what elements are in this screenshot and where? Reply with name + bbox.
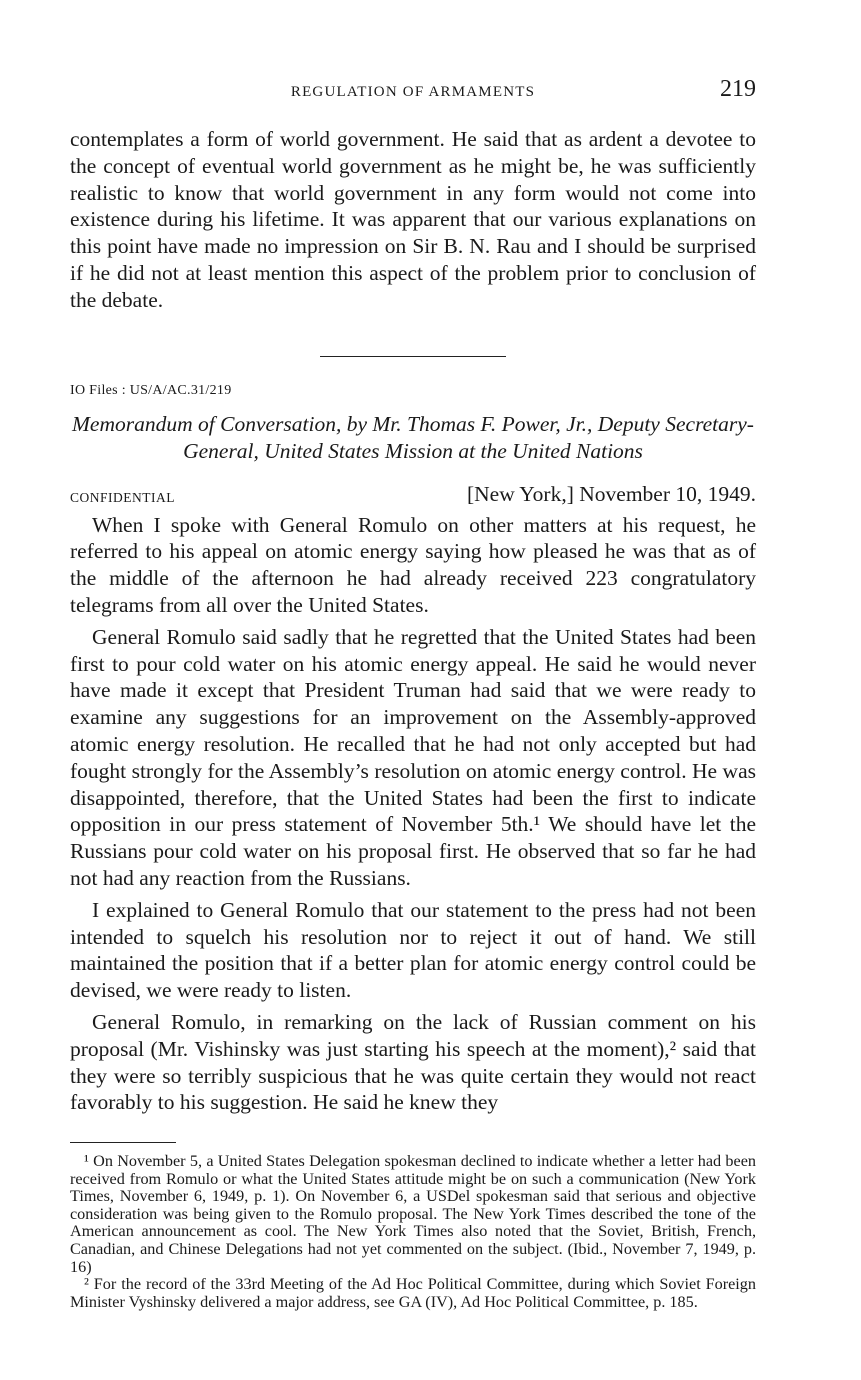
memo-paragraph: General Romulo said sadly that he regretted that the United States had been first to pour cold water on his atomic energy appeal. He said he would never have made it except that President Truman had said that we were ready to examine any suggestions for an improvement on the Assembly-approved atomic energy resolution. He recalled that he had not only accepted but had fought strongly for the Assembly’s resolution on atomic energy control. He was disappointed, therefore, that the United States had been the first to indicate opposition in our press statement of November 5th.¹ We should have let the Russians pour cold water on his proposal first. He observed that so far he had not had any reaction from the Russians. xyxy=(70,624,756,890)
dateline xyxy=(70,482,756,510)
footnote-2: ² For the record of the 33rd Meeting of the Ad Hoc Political Committee, during which Soviet Foreign Minister Vyshinsky delivered a major address, see GA (IV), Ad Hoc Political Committee, p. 185. xyxy=(70,1275,756,1311)
memo-body xyxy=(70,512,756,1117)
footnote-rule xyxy=(70,1142,176,1143)
classification-label: CONFIDENTIAL xyxy=(70,489,175,505)
document-page xyxy=(70,70,756,1311)
memo-paragraph: General Romulo, in remarking on the lack of Russian comment on his proposal (Mr. Vishinsky was just starting his speech at the moment),² said that they were so terribly suspicious that he was quite certain they would not react favorably to his suggestion. He said he knew they xyxy=(70,1009,756,1115)
memo-paragraph: I explained to General Romulo that our statement to the press had not been intended to squelch his resolution nor to reject it out of hand. We still maintained the position that if a better plan for atomic energy control could be devised, we were ready to listen. xyxy=(70,897,756,1003)
memo-paragraph: When I spoke with General Romulo on other matters at his request, he referred to his appeal on atomic energy saying how pleased he was that as of the middle of the afternoon he had already received 223 congratulatory telegrams from all over the United States. xyxy=(70,512,756,617)
section-separator xyxy=(320,356,506,357)
footnotes xyxy=(70,1153,756,1311)
memo-title: Memorandum of Conversation, by Mr. Thomas F. Power, Jr., Deputy Secretary-General, United States Mission at the United Nations xyxy=(72,411,754,463)
continued-paragraph: contemplates a form of world government. He said that as ardent a devotee to the concept of eventual world government as he might be, he was sufficiently realistic to know that world government in any form would not come into existence during his lifetime. It was apparent that our various explanations on this point have made no impression on Sir B. N. Rau and I should be surprised if he did not at least mention this aspect of the problem prior to conclusion of the debate. xyxy=(70,127,756,312)
file-reference: IO Files : US/A/AC.31/219 xyxy=(70,382,232,398)
running-title: REGULATION OF ARMAMENTS xyxy=(290,84,536,100)
page-number: 219 xyxy=(720,76,756,102)
running-head xyxy=(70,70,756,110)
footnote-1: ¹ On November 5, a United States Delegation spokesman declined to indicate whether a letter had been received from Romulo or what the United States attitude might be on such a communication (New York Times, November 6, 1949, p. 1). On November 6, a USDel spokesman said that serious and objective consideration was being given to the Romulo proposal. The New York Times described the tone of the American announcement as cool. The New York Times also noted that the Soviet, British, French, Canadian, and Chinese Delegations had not yet commented on the subject. (Ibid., November 7, 1949, p. 16) xyxy=(70,1152,756,1276)
place-date: [New York,] November 10, 1949. xyxy=(466,481,756,506)
